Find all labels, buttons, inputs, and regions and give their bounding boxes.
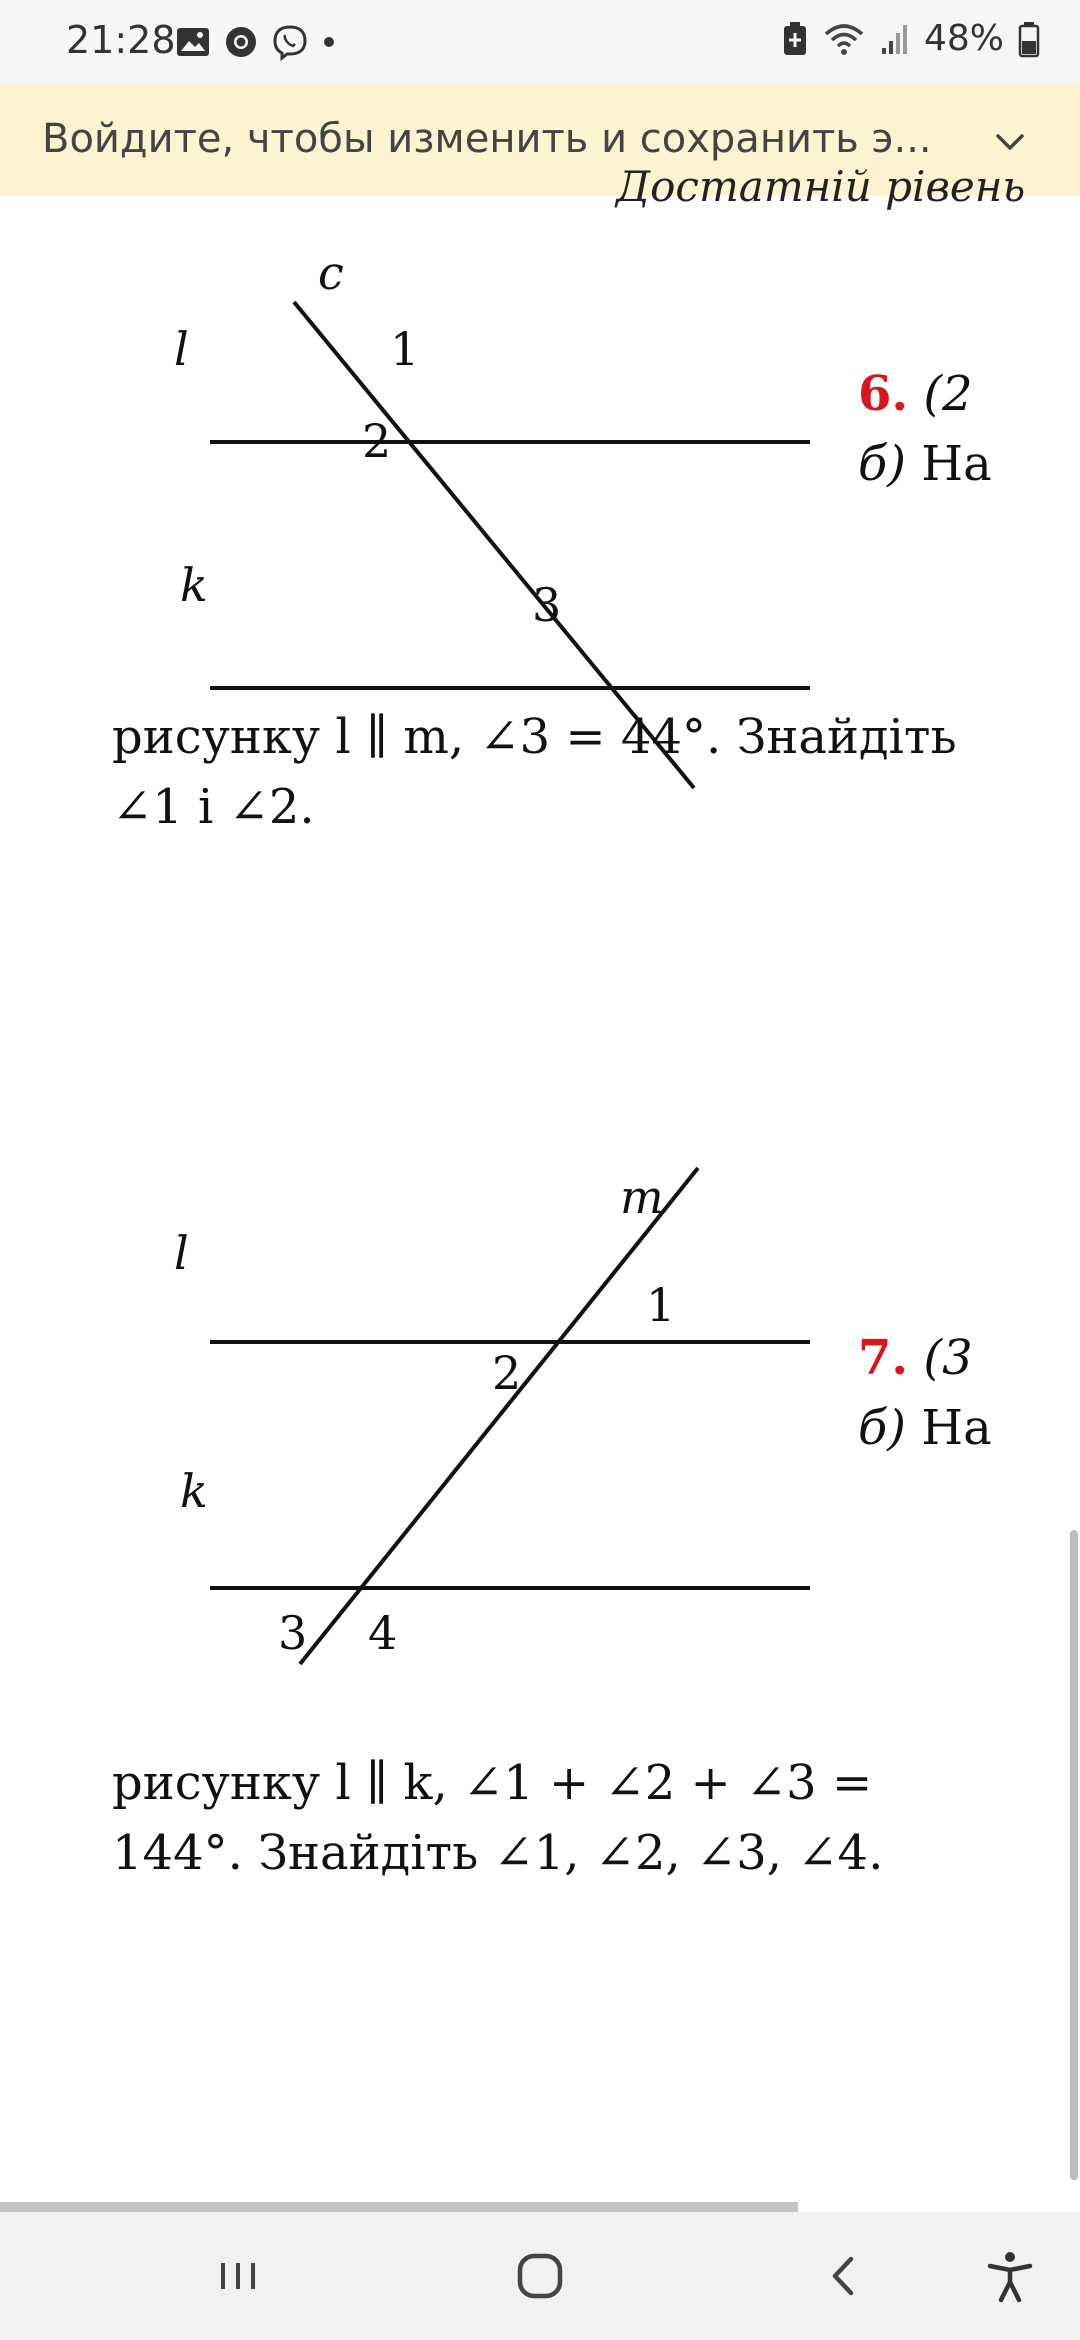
label-k: k <box>180 558 208 612</box>
status-bar <box>0 0 1080 84</box>
back-icon <box>819 2251 869 2301</box>
back-button[interactable] <box>812 2244 876 2308</box>
wifi-icon <box>822 22 866 56</box>
label-k: k <box>180 1464 208 1518</box>
label-l: l <box>174 1226 189 1280</box>
accessibility-icon <box>982 2248 1038 2304</box>
battery-percent: 48% <box>923 18 1004 59</box>
task-7-line-1: рисунку l ∥ k, ∠1 + ∠2 + ∠3 = <box>112 1755 873 1811</box>
task-7-line-2: 144°. Знайдіть ∠1, ∠2, ∠3, ∠4. <box>112 1825 884 1881</box>
system-icons <box>782 18 1040 59</box>
vertical-scrollbar[interactable] <box>1070 1530 1078 2180</box>
notification-icons <box>176 22 336 62</box>
angle-2-label: 2 <box>492 1346 522 1400</box>
accessibility-button[interactable] <box>978 2244 1042 2308</box>
task-6-number: 6. (2 <box>858 366 973 422</box>
level-heading: Достатній рівень <box>616 162 1026 211</box>
home-button[interactable] <box>508 2244 572 2308</box>
document-view[interactable] <box>0 162 1080 2212</box>
dot-icon <box>322 35 336 49</box>
angle-4-label: 4 <box>368 1606 398 1660</box>
status-time: 21:28 <box>66 18 176 62</box>
task-6-text <box>112 702 957 842</box>
recent-apps-button[interactable] <box>206 2244 270 2308</box>
signal-icon <box>880 22 910 56</box>
image-icon <box>176 27 210 57</box>
recent-apps-icon <box>213 2251 263 2301</box>
banner-text: Войдите, чтобы изменить и сохранить э... <box>42 116 932 162</box>
angle-1-label: 1 <box>390 322 420 376</box>
task-6-line-1: рисунку l ∥ m, ∠3 = 44°. Знайдіть <box>112 709 957 765</box>
battery-saver-icon <box>782 21 808 57</box>
navigation-bar <box>0 2212 1080 2340</box>
label-m: m <box>620 1170 664 1224</box>
label-c: c <box>318 246 344 300</box>
chrome-icon <box>224 25 258 59</box>
angle-3-label: 3 <box>278 1606 308 1660</box>
task-7-number: 7. (3 <box>858 1330 973 1386</box>
task-6-points: б) На <box>858 436 992 492</box>
battery-icon <box>1018 21 1040 57</box>
label-l: l <box>174 322 189 376</box>
angle-1-label: 1 <box>646 1278 676 1332</box>
viber-icon <box>272 24 308 60</box>
task-7-text <box>112 1748 883 1888</box>
horizontal-scrollbar[interactable] <box>0 2202 798 2212</box>
angle-2-label: 2 <box>362 414 392 468</box>
task-6-line-2: ∠1 і ∠2. <box>112 779 315 835</box>
task-7-points: б) На <box>858 1400 992 1456</box>
home-icon <box>512 2248 568 2304</box>
angle-3-label: 3 <box>532 578 562 632</box>
